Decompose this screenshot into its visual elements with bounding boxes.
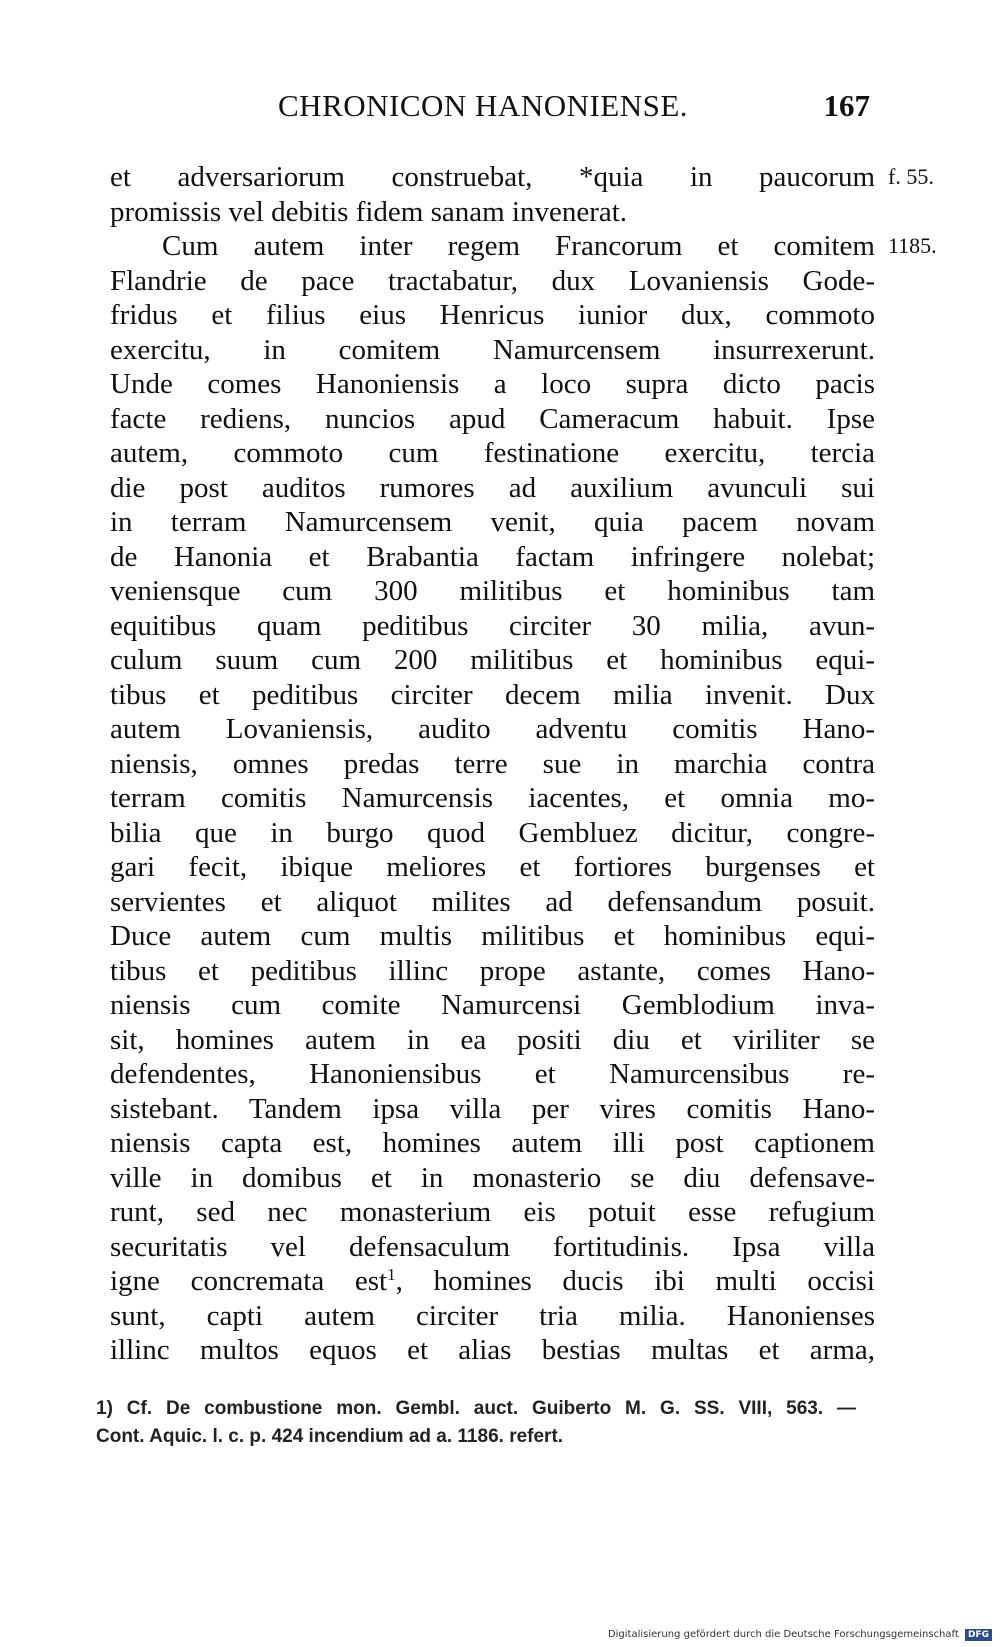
margin-note-folio: f. 55. bbox=[888, 164, 934, 189]
text-line: servientes et aliquot milites ad defensandum posuit. bbox=[110, 885, 875, 918]
footnote-line: Cont. Aquic. l. c. p. 424 incendium ad a. 1186. refert. bbox=[96, 1426, 564, 1447]
text-line: niensis, omnes predas terre sue in marchia contra bbox=[110, 747, 875, 780]
text-line: sunt, capti autem circiter tria milia. Hanonienses bbox=[110, 1299, 875, 1332]
body-text bbox=[110, 160, 875, 1368]
footnote-reference: 1 bbox=[387, 1265, 396, 1284]
text-line: terram comitis Namurcensis iacentes, et omnia mo- bbox=[110, 782, 875, 814]
text-line: Flandrie de pace tractabatur, dux Lovaniensis Gode- bbox=[110, 264, 875, 297]
dfg-logo: DFG bbox=[965, 1629, 992, 1641]
text-line: die post auditos rumores ad auxilium avunculi sui bbox=[110, 471, 875, 504]
text-fragment: , homines ducis ibi multi occisi bbox=[395, 1265, 875, 1297]
text-line: fridus et filius eius Henricus iunior dux, commoto bbox=[110, 299, 875, 331]
text-line: gari fecit, ibique meliores et fortiores burgenses et bbox=[110, 851, 875, 883]
margin-note-year: 1185. bbox=[888, 233, 937, 258]
text-line: illinc multos equos et alias bestias multas et arma, bbox=[110, 1334, 875, 1366]
text-line: securitatis vel defensaculum fortitudinis. Ipsa villa bbox=[110, 1230, 875, 1263]
text-line: et adversariorum construebat, *quia in paucorum bbox=[110, 161, 875, 193]
text-line: runt, sed nec monasterium eis potuit esse refugium bbox=[110, 1196, 875, 1228]
text-line: tibus et peditibus illinc prope astante, comes Hano- bbox=[110, 954, 875, 987]
text-line: sistebant. Tandem ipsa villa per vires comitis Hano- bbox=[110, 1092, 875, 1125]
text-line: niensis capta est, homines autem illi post captionem bbox=[110, 1127, 875, 1159]
text-line: promissis vel debitis fidem sanam invenerat. bbox=[110, 195, 628, 228]
text-line: bilia que in burgo quod Gembluez dicitur, congre- bbox=[110, 816, 875, 849]
text-line: ville in domibus et in monasterio se diu defensave- bbox=[110, 1161, 875, 1194]
text-line: autem Lovaniensis, audito adventu comitis Hano- bbox=[110, 713, 875, 745]
running-head bbox=[110, 88, 880, 128]
text-line: equitibus quam peditibus circiter 30 milia, avun- bbox=[110, 609, 875, 642]
page-number: 167 bbox=[823, 88, 870, 123]
text-line: Cum autem inter regem Francorum et comitem bbox=[162, 230, 875, 262]
digitization-credit bbox=[608, 1629, 992, 1641]
text-line: tibus et peditibus circiter decem milia invenit. Dux bbox=[110, 678, 875, 711]
footnote-line: 1) Cf. De combustione mon. Gembl. auct. Guiberto M. G. SS. VIII, 563. — bbox=[96, 1398, 856, 1419]
text-line: culum suum cum 200 militibus et hominibus equi- bbox=[110, 644, 875, 676]
text-line: Duce autem cum multis militibus et hominibus equi- bbox=[110, 920, 875, 952]
text-fragment: igne concremata est bbox=[110, 1265, 388, 1297]
text-line: sit, homines autem in ea positi diu et viriliter se bbox=[110, 1023, 875, 1056]
running-title: CHRONICON HANONIENSE. bbox=[278, 88, 689, 123]
text-line-with-footnote bbox=[110, 1264, 875, 1299]
credit-text: Digitalisierung gefördert durch die Deutsche Forschungsgemeinschaft bbox=[607, 1629, 959, 1640]
text-line: autem, commoto cum festinatione exercitu, tercia bbox=[110, 437, 875, 469]
text-line: defendentes, Hanoniensibus et Namurcensibus re- bbox=[110, 1058, 875, 1090]
text-line: veniensque cum 300 militibus et hominibus tam bbox=[110, 575, 875, 607]
text-line: Unde comes Hanoniensis a loco supra dicto pacis bbox=[110, 368, 875, 400]
footnote bbox=[96, 1395, 856, 1451]
text-line: in terram Namurcensem venit, quia pacem novam bbox=[110, 506, 875, 538]
text-line: de Hanonia et Brabantia factam infringere nolebat; bbox=[110, 540, 875, 573]
text-line: niensis cum comite Namurcensi Gemblodium inva- bbox=[110, 989, 875, 1021]
text-line: facte rediens, nuncios apud Cameracum habuit. Ipse bbox=[110, 402, 875, 435]
text-line: exercitu, in comitem Namurcensem insurrexerunt. bbox=[110, 333, 875, 366]
